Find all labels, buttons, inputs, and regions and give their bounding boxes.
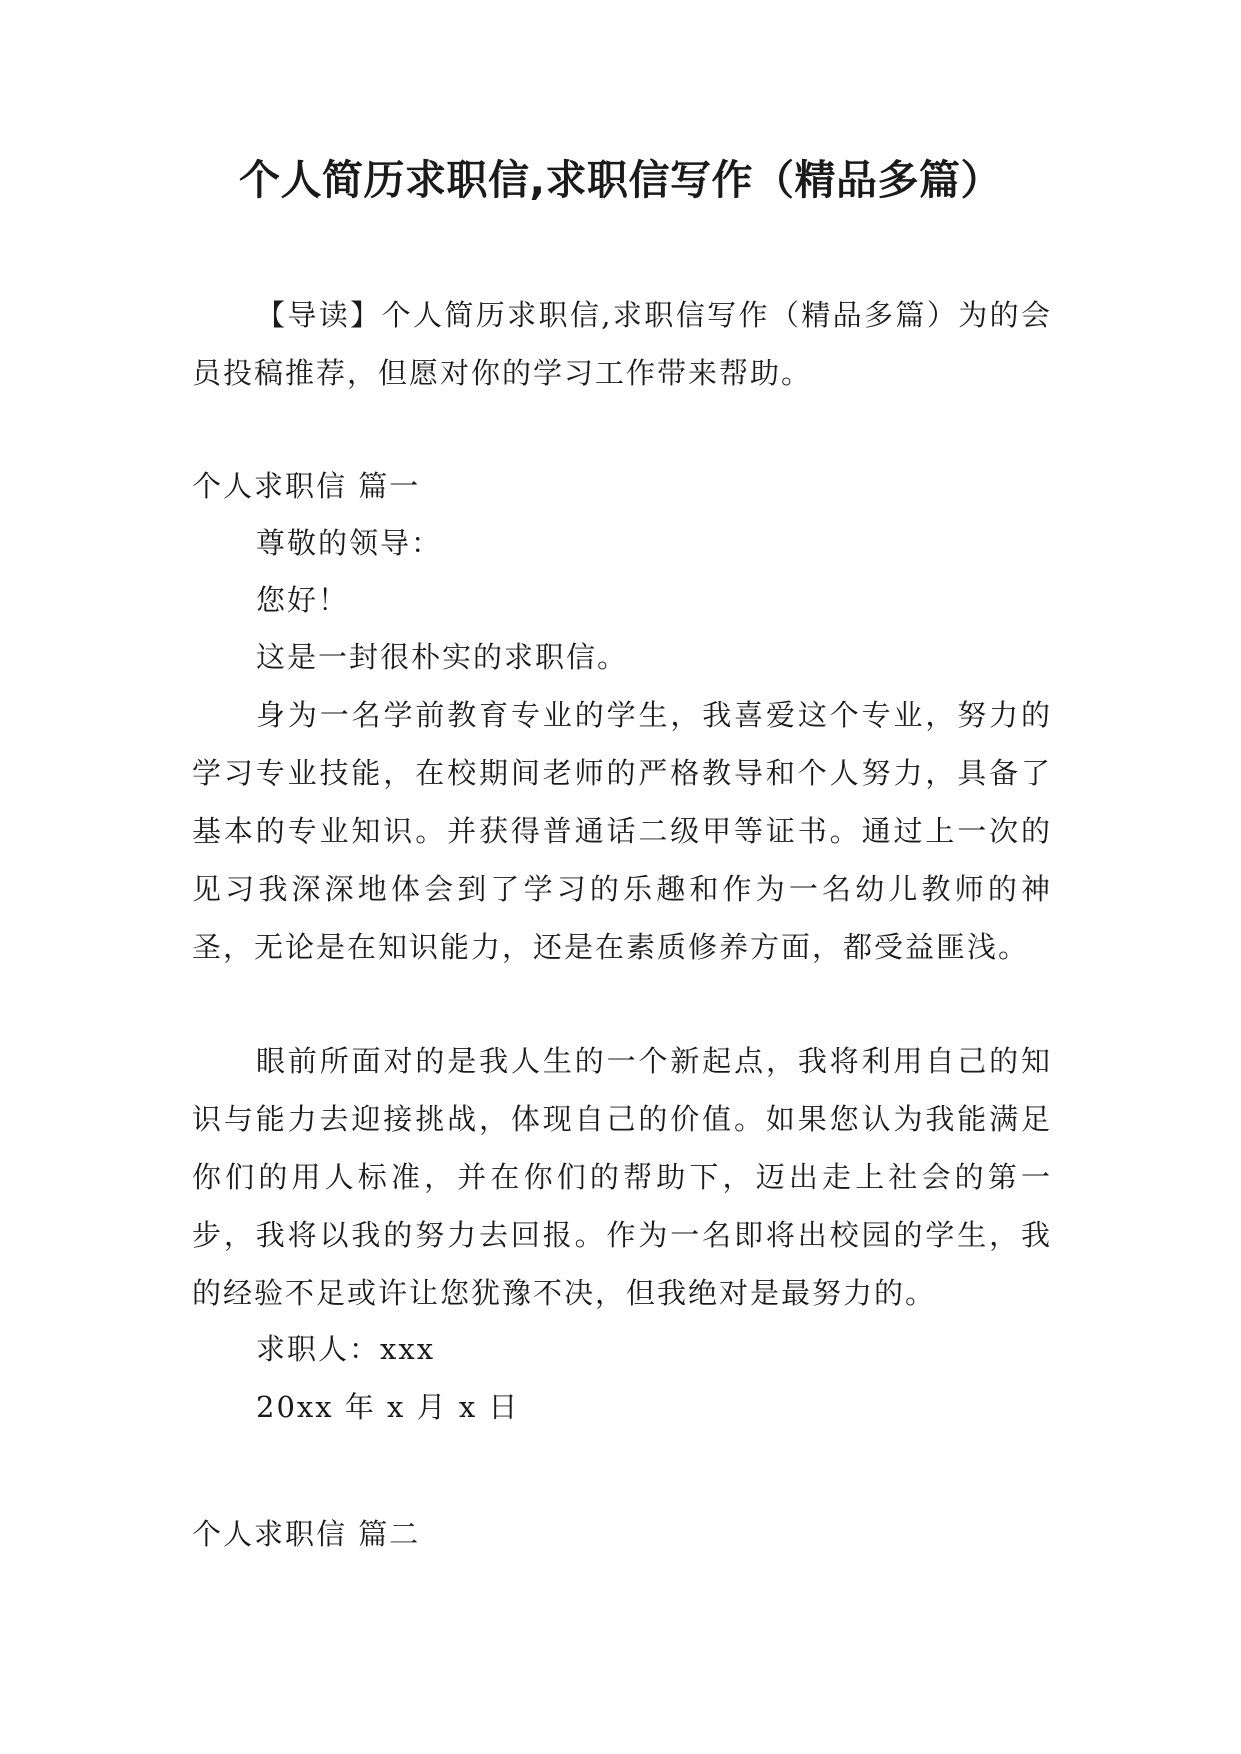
plain-letter-line: 这是一封很朴实的求职信。 — [256, 640, 629, 674]
section-heading-1: 个人求职信 篇一 — [192, 469, 421, 503]
signature: 求职人：xxx — [256, 1332, 436, 1366]
intro-paragraph: 【导读】个人简历求职信,求职信写作（精品多篇）为的会员投稿推荐，但愿对你的学习工作带来帮助。 — [192, 298, 1052, 390]
salutation: 尊敬的领导： — [256, 526, 443, 560]
section-heading-2: 个人求职信 篇二 — [192, 1517, 421, 1551]
greeting: 您好！ — [256, 583, 350, 617]
body-paragraph-2: 眼前所面对的是我人生的一个新起点，我将利用自己的知识与能力去迎接挑战，体现自己的价值。如果您认为我能满足你们的用人标准，并在你们的帮助下，迈出走上社会的第一步，我将以我的努力去回报。作为一名即将出校园的学生，我的经验不足或许让您犹豫不决，但我绝对是最努力的。 — [192, 1044, 1052, 1310]
letter-date: 20xx 年 x 月 x 日 — [256, 1390, 520, 1424]
body-paragraph-1: 身为一名学前教育专业的学生，我喜爱这个专业，努力的学习专业技能，在校期间老师的严格教导和个人努力，具备了基本的专业知识。并获得普通话二级甲等证书。通过上一次的见习我深深地体会到了学习的乐趣和作为一名幼儿教师的神圣，无论是在知识能力，还是在素质修养方面，都受益匪浅。 — [192, 698, 1052, 964]
document-title: 个人简历求职信,求职信写作（精品多篇） — [238, 156, 1003, 204]
